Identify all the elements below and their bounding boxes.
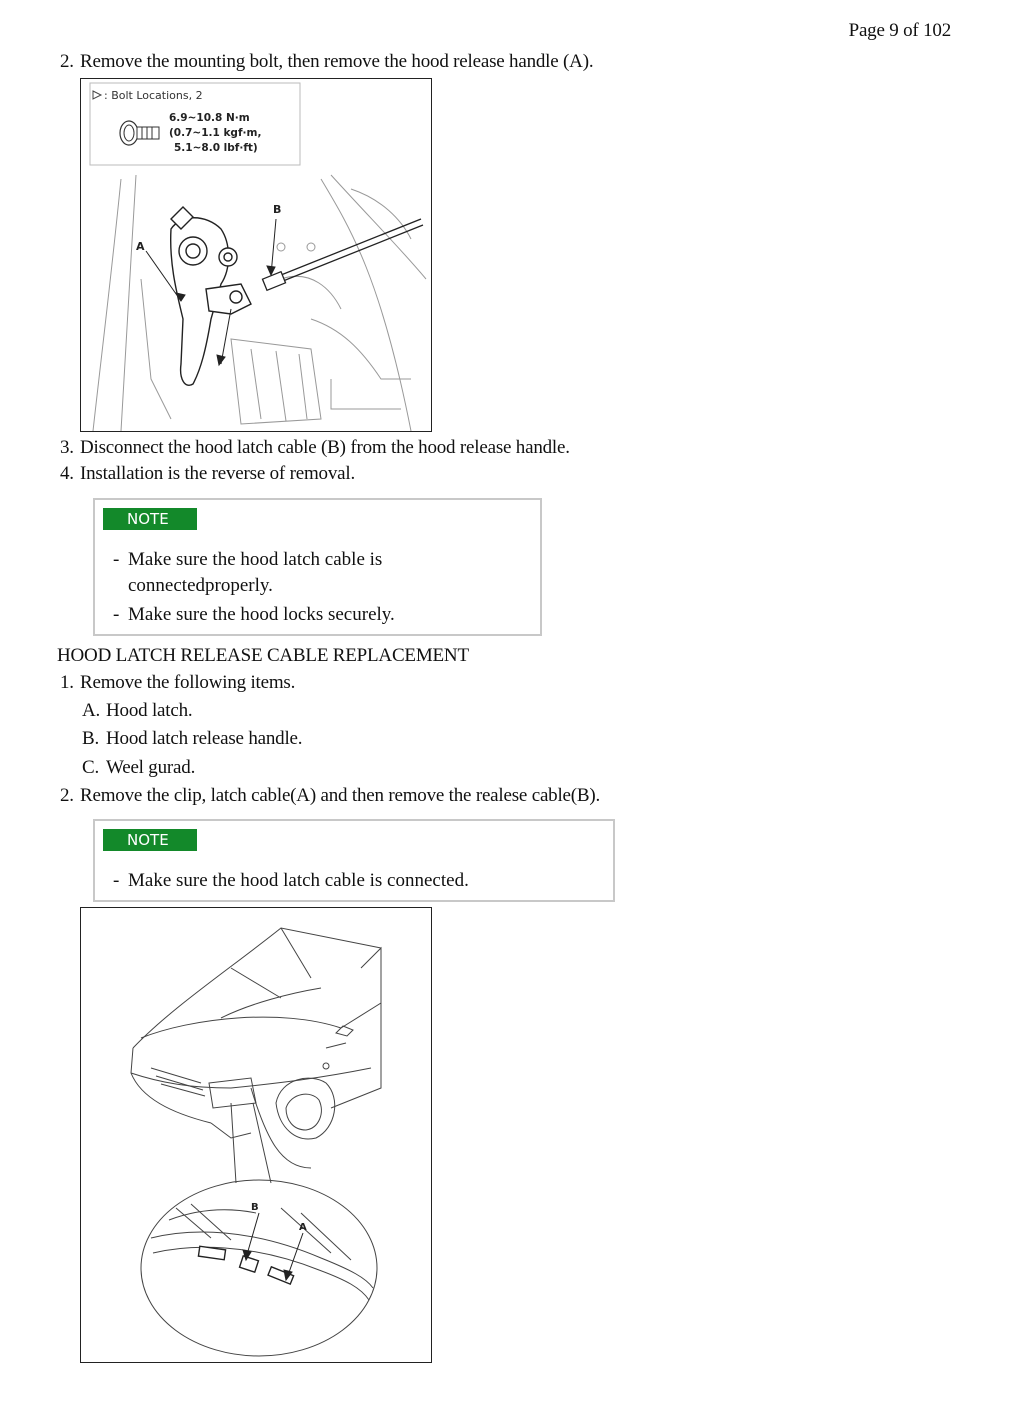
note-text: Make sure the hood latch cable is <box>128 549 383 570</box>
callout-label-b: B <box>273 203 282 216</box>
torque-lbfft: 5.1~8.0 lbf·ft) <box>174 142 258 154</box>
sub-item-text: Weel gurad. <box>106 757 196 778</box>
callout-label-b: B <box>251 1202 259 1213</box>
step-text: Installation is the reverse of removal. <box>80 463 355 484</box>
note-bullet: - <box>113 604 120 625</box>
bolt-icon <box>120 121 159 145</box>
torque-nm: 6.9~10.8 N·m <box>169 112 250 124</box>
section-heading: HOOD LATCH RELEASE CABLE REPLACEMENT <box>57 645 469 666</box>
hood-latch-cable-figure <box>80 907 432 1363</box>
note-text: connectedproperly. <box>128 575 273 596</box>
step-number: 2. <box>60 785 74 806</box>
note-box <box>93 498 542 636</box>
hood-release-handle-illustration <box>81 79 431 431</box>
step-number: 4. <box>60 463 74 484</box>
hood-release-handle-figure <box>80 78 432 432</box>
torque-kgfm: (0.7~1.1 kgf·m, <box>169 127 262 139</box>
sub-item-text: Hood latch release handle. <box>106 728 303 749</box>
step-text: Remove the following items. <box>80 672 296 693</box>
note-box <box>93 819 615 902</box>
legend-title: : Bolt Locations, 2 <box>104 89 203 102</box>
sub-item-letter: C. <box>82 757 100 778</box>
step-number: 1. <box>60 672 74 693</box>
hood-latch-cable-illustration <box>81 908 431 1362</box>
step-number: 3. <box>60 437 74 458</box>
sub-item-letter: A. <box>82 700 101 721</box>
sub-item-text: Hood latch. <box>106 700 193 721</box>
step-number: 2. <box>60 51 74 72</box>
callout-label-a: A <box>299 1222 307 1233</box>
note-bullet: - <box>113 870 120 891</box>
step-text: Remove the clip, latch cable(A) and then remove the realese cable(B). <box>80 785 601 806</box>
note-text: Make sure the hood latch cable is connected. <box>128 870 469 891</box>
note-badge: NOTE <box>103 508 197 530</box>
step-text: Remove the mounting bolt, then remove the hood release handle (A). <box>80 51 594 72</box>
page-number: Page 9 of 102 <box>848 20 951 41</box>
note-badge: NOTE <box>103 829 197 851</box>
callout-label-a: A <box>136 240 145 253</box>
note-bullet: - <box>113 549 120 570</box>
step-text: Disconnect the hood latch cable (B) from the hood release handle. <box>80 437 570 458</box>
note-text: Make sure the hood locks securely. <box>128 604 395 625</box>
sub-item-letter: B. <box>82 728 100 749</box>
